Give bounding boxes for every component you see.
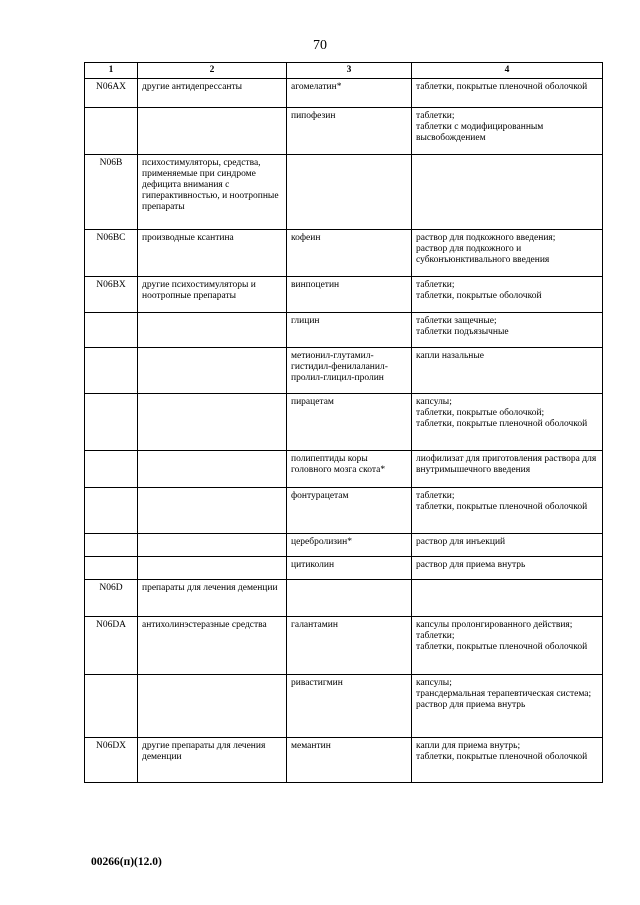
drug-name-cell: цитиколин (287, 557, 412, 580)
table-header-row (85, 63, 603, 79)
table-row (85, 79, 603, 108)
group-name-cell: другие психостимуляторы и ноотропные препараты (138, 277, 287, 313)
group-name-cell: другие антидепрессанты (138, 79, 287, 108)
atc-code-cell (85, 675, 138, 738)
table-row (85, 230, 603, 277)
table-row (85, 155, 603, 230)
group-name-cell: другие препараты для лечения деменции (138, 738, 287, 783)
atc-code-cell: N06AX (85, 79, 138, 108)
drug-name-cell (287, 580, 412, 617)
table-row (85, 348, 603, 394)
atc-code-cell (85, 488, 138, 534)
group-name-cell (138, 394, 287, 451)
atc-code-cell (85, 108, 138, 155)
table-row (85, 738, 603, 783)
column-header: 4 (412, 63, 603, 79)
dosage-form-cell: раствор для подкожного введения; раствор для подкожного и субконъюнктивального введения (412, 230, 603, 277)
group-name-cell: антихолинэстеразные средства (138, 617, 287, 675)
column-header: 2 (138, 63, 287, 79)
dosage-form-cell: таблетки; таблетки, покрытые пленочной оболочкой (412, 488, 603, 534)
drug-name-cell: церебролизин* (287, 534, 412, 557)
atc-code-cell (85, 394, 138, 451)
dosage-form-cell: капсулы пролонгированного действия; таблетки; таблетки, покрытые пленочной оболочкой (412, 617, 603, 675)
group-name-cell (138, 557, 287, 580)
drug-name-cell: мемантин (287, 738, 412, 783)
atc-code-cell (85, 451, 138, 488)
drug-name-cell: фонтурацетам (287, 488, 412, 534)
page-number: 70 (313, 38, 327, 53)
table-row (85, 617, 603, 675)
group-name-cell: производные ксантина (138, 230, 287, 277)
table-body (85, 79, 603, 783)
table-row (85, 394, 603, 451)
dosage-form-cell: таблетки; таблетки с модифицированным высвобождением (412, 108, 603, 155)
table-row (85, 488, 603, 534)
group-name-cell: психостимуляторы, средства, применяемые при синдроме дефицита внимания с гиперактивностью, и ноотропные препараты (138, 155, 287, 230)
group-name-cell (138, 348, 287, 394)
dosage-form-cell: таблетки; таблетки, покрытые оболочкой (412, 277, 603, 313)
atc-code-cell: N06DX (85, 738, 138, 783)
dosage-form-cell: капли для приема внутрь; таблетки, покрытые пленочной оболочкой (412, 738, 603, 783)
drug-name-cell: кофеин (287, 230, 412, 277)
drug-name-cell: агомелатин* (287, 79, 412, 108)
dosage-form-cell (412, 580, 603, 617)
table-row (85, 451, 603, 488)
drug-table (84, 62, 603, 783)
document-code: 00266(п)(12.0) (91, 856, 162, 868)
drug-name-cell: галантамин (287, 617, 412, 675)
drug-name-cell: метионил-глутамил-гистидил-фенилаланил-пролил-глицил-пролин (287, 348, 412, 394)
table-row (85, 108, 603, 155)
atc-code-cell (85, 348, 138, 394)
atc-code-cell: N06B (85, 155, 138, 230)
drug-name-cell: полипептиды коры головного мозга скота* (287, 451, 412, 488)
atc-code-cell: N06DA (85, 617, 138, 675)
atc-code-cell: N06BC (85, 230, 138, 277)
dosage-form-cell: капли назальные (412, 348, 603, 394)
drug-name-cell: винпоцетин (287, 277, 412, 313)
dosage-form-cell: раствор для приема внутрь (412, 557, 603, 580)
column-header: 3 (287, 63, 412, 79)
table-row (85, 557, 603, 580)
atc-code-cell: N06D (85, 580, 138, 617)
drug-name-cell (287, 155, 412, 230)
dosage-form-cell: капсулы; трансдермальная терапевтическая система; раствор для приема внутрь (412, 675, 603, 738)
dosage-form-cell: таблетки защечные; таблетки подъязычные (412, 313, 603, 348)
dosage-form-cell: раствор для инъекций (412, 534, 603, 557)
atc-code-cell (85, 557, 138, 580)
group-name-cell: препараты для лечения деменции (138, 580, 287, 617)
group-name-cell (138, 675, 287, 738)
table-row (85, 675, 603, 738)
atc-code-cell (85, 534, 138, 557)
table-row (85, 313, 603, 348)
group-name-cell (138, 108, 287, 155)
drug-name-cell: пирацетам (287, 394, 412, 451)
drug-name-cell: пипофезин (287, 108, 412, 155)
dosage-form-cell: капсулы; таблетки, покрытые оболочкой; таблетки, покрытые пленочной оболочкой (412, 394, 603, 451)
group-name-cell (138, 488, 287, 534)
group-name-cell (138, 313, 287, 348)
column-header: 1 (85, 63, 138, 79)
atc-code-cell (85, 313, 138, 348)
dosage-form-cell: лиофилизат для приготовления раствора для внутримышечного введения (412, 451, 603, 488)
table-row (85, 277, 603, 313)
table-row (85, 580, 603, 617)
group-name-cell (138, 534, 287, 557)
drug-name-cell: ривастигмин (287, 675, 412, 738)
table-row (85, 534, 603, 557)
dosage-form-cell: таблетки, покрытые пленочной оболочкой (412, 79, 603, 108)
dosage-form-cell (412, 155, 603, 230)
group-name-cell (138, 451, 287, 488)
drug-name-cell: глицин (287, 313, 412, 348)
atc-code-cell: N06BX (85, 277, 138, 313)
